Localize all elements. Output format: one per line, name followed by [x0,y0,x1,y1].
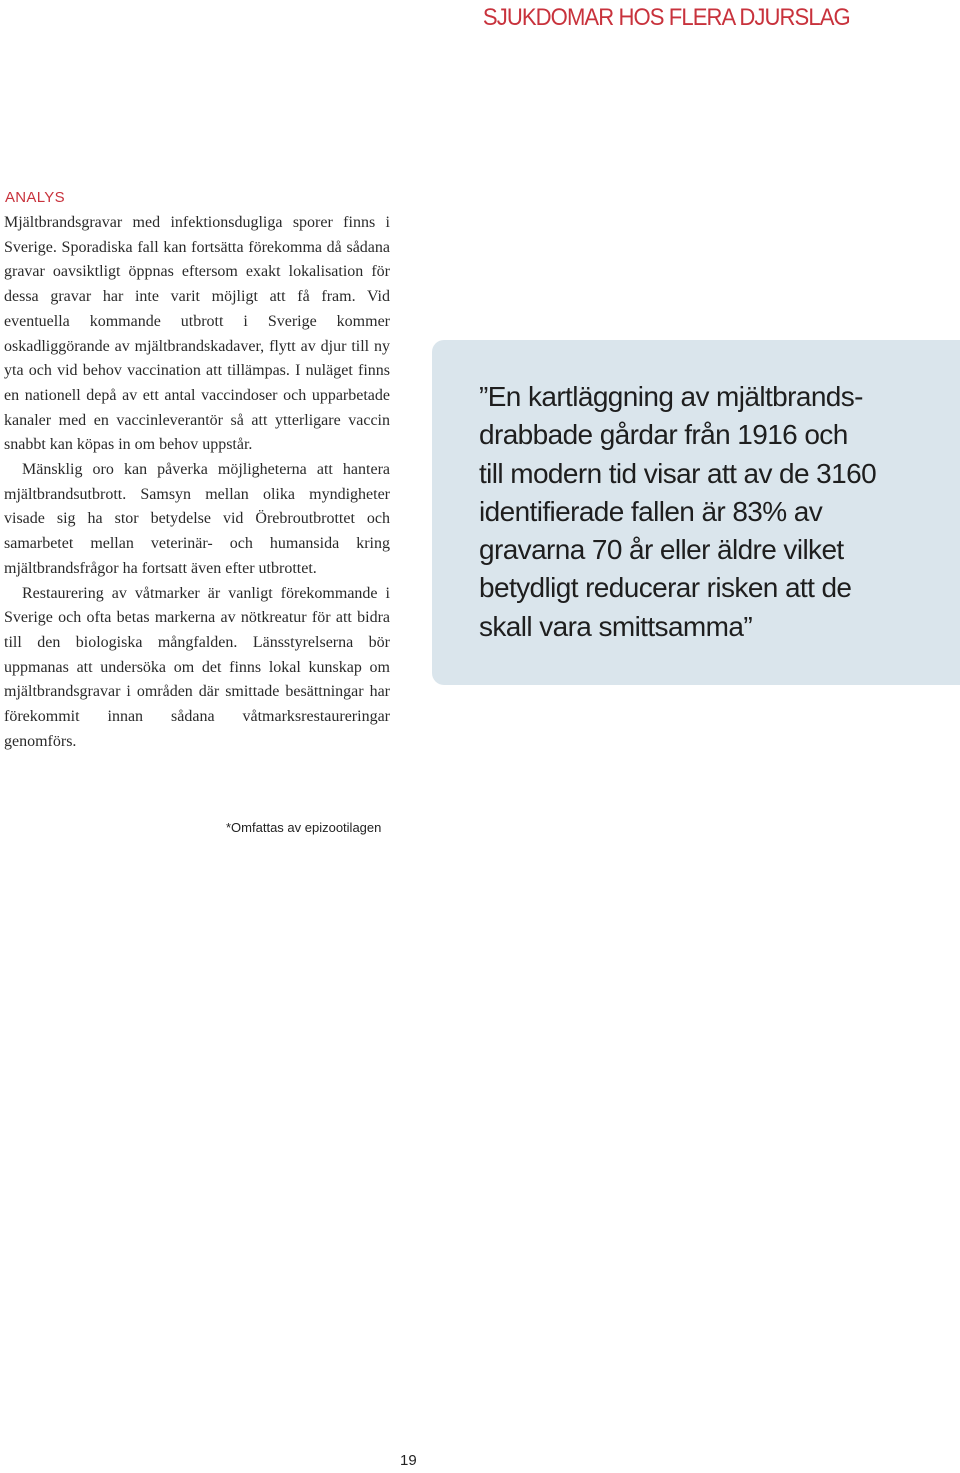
running-header: SJUKDOMAR HOS FLERA DJURSLAG [483,4,850,31]
page-number: 19 [400,1452,417,1469]
pull-quote-box [432,340,960,685]
section-heading: ANALYS [5,189,65,206]
pull-quote-text: ”En kartläggning av mjältbrands- drabbade gårdar från 1916 och till modern tid visar att av de 3160 identifierade fallen är 83% av gravarna 70 år eller äldre vilket betydligt reducerar risken att de skall vara smittsamma” [479,381,877,642]
body-text-column [4,211,390,754]
paragraph-2: Mänsklig oro kan påverka möjligheterna att hantera mjältbrandsutbrott. Samsyn mellan olika myndigheter visade sig ha stor betydelse vid Örebroutbrottet och samarbetet mellan veterinär- och humansida kring mjältbrandsfrågor ha fortsatt även efter utbrottet. [4,461,390,577]
paragraph-1: Mjältbrandsgravar med infektionsdugliga sporer finns i Sverige. Sporadiska fall kan fortsätta förekomma då sådana gravar oavsiktligt öppnas eftersom exakt lokalisation för dessa gravar har inte varit möjligt att få fram. Vid eventuella kommande utbrott i Sverige kommer oskadliggörande av mjältbrandskadaver, flytt av djur till ny yta och vid behov vaccination att tillämpas. I nuläget finns en nationell depå av ett antal vaccindoser och upparbetade kanaler med en vaccinleverantör så att ytterligare vaccin snabbt kan köpas in om behov uppstår. [4,214,390,454]
footnote: *Omfattas av epizootilagen [226,820,382,835]
paragraph-3: Restaurering av våtmarker är vanligt förekommande i Sverige och ofta betas markerna av nötkreatur för att bidra till den biologiska mångfalden. Länsstyrelserna bör uppmanas att undersöka om det finns lokal kunskap om mjältbrandsgravar i områden där smittade besättningar har förekommit innan sådana våtmarksrestaureringar genomförs. [4,584,390,750]
